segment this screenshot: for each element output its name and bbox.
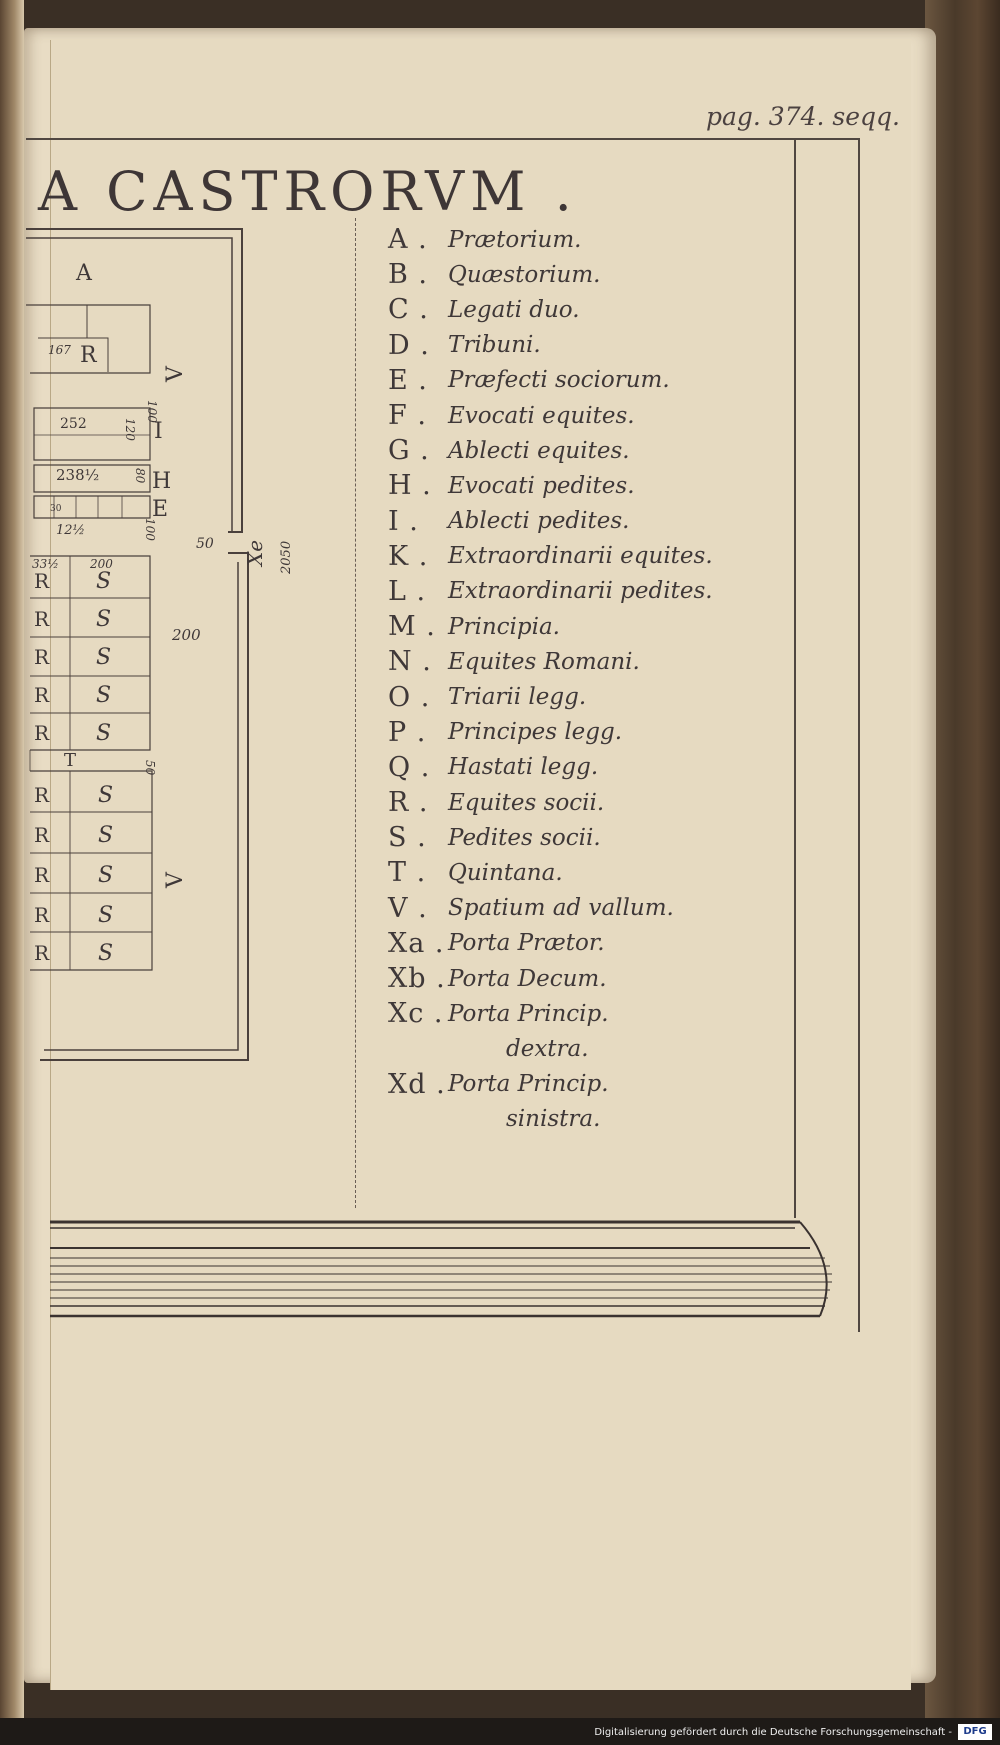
plan-number-120: 120 bbox=[123, 418, 137, 441]
legend-key: E . bbox=[388, 364, 428, 396]
book-edge-right bbox=[925, 0, 1000, 1745]
legend-key: L . bbox=[388, 575, 427, 607]
legend-key: I . bbox=[388, 505, 419, 537]
plan-label-i: I bbox=[154, 419, 163, 444]
legend-row bbox=[388, 855, 828, 890]
plan-number-238: 238½ bbox=[56, 466, 100, 484]
legend-row bbox=[388, 926, 828, 961]
legend-row bbox=[388, 750, 828, 785]
legend-label: Principia. bbox=[448, 613, 560, 640]
plan-number-200a: 200 bbox=[90, 557, 113, 571]
plan-label-s-7: S bbox=[98, 823, 114, 848]
plan-number-167: 167 bbox=[48, 343, 71, 357]
plan-label-r-6: R bbox=[34, 783, 50, 807]
plan-number-30: 30 bbox=[50, 504, 62, 514]
legend-key: S . bbox=[388, 822, 427, 854]
plan-number-252: 252 bbox=[60, 416, 87, 432]
legend-row bbox=[388, 504, 828, 539]
plan-label-e: E bbox=[152, 497, 169, 522]
page-reference: pag. 374. seqq. bbox=[706, 102, 900, 131]
legend-key: Xb . bbox=[388, 963, 446, 995]
legend-label: Porta Princip. bbox=[448, 1071, 609, 1098]
legend-key: Q . bbox=[388, 751, 431, 783]
plan-label-s-6: S bbox=[98, 783, 114, 808]
plan-label-v-lower: V bbox=[163, 872, 188, 888]
plan-number-50c: 50 bbox=[143, 760, 157, 776]
legend-row bbox=[388, 891, 828, 926]
plate-legend bbox=[388, 222, 828, 1137]
legend-key: K . bbox=[388, 540, 429, 572]
legend-label: Hastati legg. bbox=[448, 754, 599, 781]
plan-label-r-8: R bbox=[34, 863, 50, 887]
legend-key: Xd . bbox=[388, 1068, 446, 1100]
legend-key: B . bbox=[388, 259, 429, 291]
plan-label-r-2: R bbox=[34, 607, 50, 631]
legend-row bbox=[388, 1067, 828, 1102]
legend-row bbox=[388, 785, 828, 820]
legend-row bbox=[388, 433, 828, 468]
plan-number-2050: 2050 bbox=[279, 540, 294, 574]
plan-label-s-4: S bbox=[96, 683, 112, 708]
plan-label-r-1: R bbox=[34, 569, 50, 593]
plan-number-200b: 200 bbox=[172, 626, 201, 644]
plan-number-12: 12½ bbox=[56, 523, 86, 538]
legend-row bbox=[388, 363, 828, 398]
legend-label: Spatium ad vallum. bbox=[448, 895, 674, 922]
legend-key: O . bbox=[388, 681, 431, 713]
plan-label-xe: Xe bbox=[243, 539, 267, 566]
legend-label: Porta Decum. bbox=[448, 965, 607, 992]
legend-row bbox=[388, 679, 828, 714]
legend-label: Quæstorium. bbox=[448, 261, 601, 288]
legend-label: Ablecti pedites. bbox=[448, 508, 630, 535]
legend-key: P . bbox=[388, 716, 427, 748]
plan-label-r-5: R bbox=[34, 721, 50, 745]
plan-label-r-7: R bbox=[34, 823, 50, 847]
plan-label-r-3: R bbox=[34, 645, 50, 669]
legend-label: Quintana. bbox=[448, 859, 563, 886]
legend-key: D . bbox=[388, 329, 430, 361]
legend-row-continuation bbox=[388, 1102, 828, 1137]
plate-fold-edge bbox=[50, 1218, 840, 1328]
legend-row bbox=[388, 715, 828, 750]
plan-label-s-1: S bbox=[96, 569, 112, 594]
legend-row-continuation bbox=[388, 1031, 828, 1066]
legend-row bbox=[388, 539, 828, 574]
legend-key: R . bbox=[388, 787, 429, 819]
plan-number-50a: 50 bbox=[196, 536, 214, 552]
dfg-logo: DFG bbox=[958, 1724, 992, 1740]
plan-label-s-9: S bbox=[98, 903, 114, 928]
digitization-credit: Digitalisierung gefördert durch die Deutsche Forschungsgemeinschaft - bbox=[594, 1727, 952, 1738]
plan-number-100a: 100 bbox=[145, 400, 159, 423]
legend-row bbox=[388, 644, 828, 679]
legend-row bbox=[388, 257, 828, 292]
legend-label: Evocati pedites. bbox=[448, 472, 635, 499]
plan-label-v-upper: V bbox=[163, 366, 188, 382]
legend-row bbox=[388, 292, 828, 327]
legend-key: Xc . bbox=[388, 998, 444, 1030]
legend-label: Extraordinarii pedites. bbox=[448, 578, 713, 605]
legend-label: Evocati equites. bbox=[448, 402, 635, 429]
legend-label: Pedites socii. bbox=[448, 824, 601, 851]
legend-label: Prætorium. bbox=[448, 226, 582, 253]
legend-label: Triarii legg. bbox=[448, 684, 587, 711]
plan-number-100b: 100 bbox=[143, 518, 157, 541]
plan-label-a: A bbox=[76, 261, 92, 286]
plan-label-h: H bbox=[152, 469, 172, 494]
legend-key: M . bbox=[388, 611, 436, 643]
legend-key: H . bbox=[388, 470, 432, 502]
legend-row bbox=[388, 398, 828, 433]
legend-key: A . bbox=[388, 224, 428, 256]
plan-number-80: 80 bbox=[133, 468, 147, 484]
legend-label: Ablecti equites. bbox=[448, 437, 630, 464]
legend-label: Tribuni. bbox=[448, 332, 541, 359]
legend-label: Porta Princip. bbox=[448, 1000, 609, 1027]
legend-row bbox=[388, 222, 828, 257]
plan-label-s-8: S bbox=[98, 863, 114, 888]
legend-row bbox=[388, 574, 828, 609]
plan-label-s-10: S bbox=[98, 941, 114, 966]
plate-title: A CASTRORVM . bbox=[38, 160, 578, 223]
plan-label-r-9: R bbox=[34, 903, 50, 927]
plan-label-s-2: S bbox=[96, 607, 112, 632]
legend-row bbox=[388, 328, 828, 363]
legend-row bbox=[388, 468, 828, 503]
legend-key: C . bbox=[388, 294, 429, 326]
legend-row bbox=[388, 609, 828, 644]
legend-key: N . bbox=[388, 646, 432, 678]
legend-label: Præfecti sociorum. bbox=[448, 367, 670, 394]
plan-number-33: 33½ bbox=[32, 557, 59, 571]
legend-row bbox=[388, 820, 828, 855]
legend-row bbox=[388, 996, 828, 1031]
plan-label-s-3: S bbox=[96, 645, 112, 670]
legend-label: Principes legg. bbox=[448, 719, 623, 746]
plan-label-r-praetorium: R bbox=[80, 343, 97, 368]
legend-divider bbox=[355, 218, 356, 1208]
legend-label: Equites Romani. bbox=[448, 648, 640, 675]
legend-label: dextra. bbox=[506, 1035, 589, 1062]
legend-key: V . bbox=[388, 892, 428, 924]
legend-row bbox=[388, 961, 828, 996]
plan-label-r-4: R bbox=[34, 683, 50, 707]
plan-label-r-10: R bbox=[34, 941, 50, 965]
legend-label: Legati duo. bbox=[448, 296, 580, 323]
legend-label: Equites socii. bbox=[448, 789, 605, 816]
legend-label: sinistra. bbox=[506, 1106, 601, 1133]
legend-key: Xa . bbox=[388, 927, 445, 959]
camp-plan bbox=[0, 0, 360, 1245]
legend-key: F . bbox=[388, 400, 427, 432]
plan-label-s-5: S bbox=[96, 721, 112, 746]
legend-key: T . bbox=[388, 857, 427, 889]
legend-key: G . bbox=[388, 435, 430, 467]
plan-label-t: T bbox=[64, 750, 77, 771]
legend-label: Porta Prætor. bbox=[448, 930, 605, 957]
legend-label: Extraordinarii equites. bbox=[448, 543, 713, 570]
